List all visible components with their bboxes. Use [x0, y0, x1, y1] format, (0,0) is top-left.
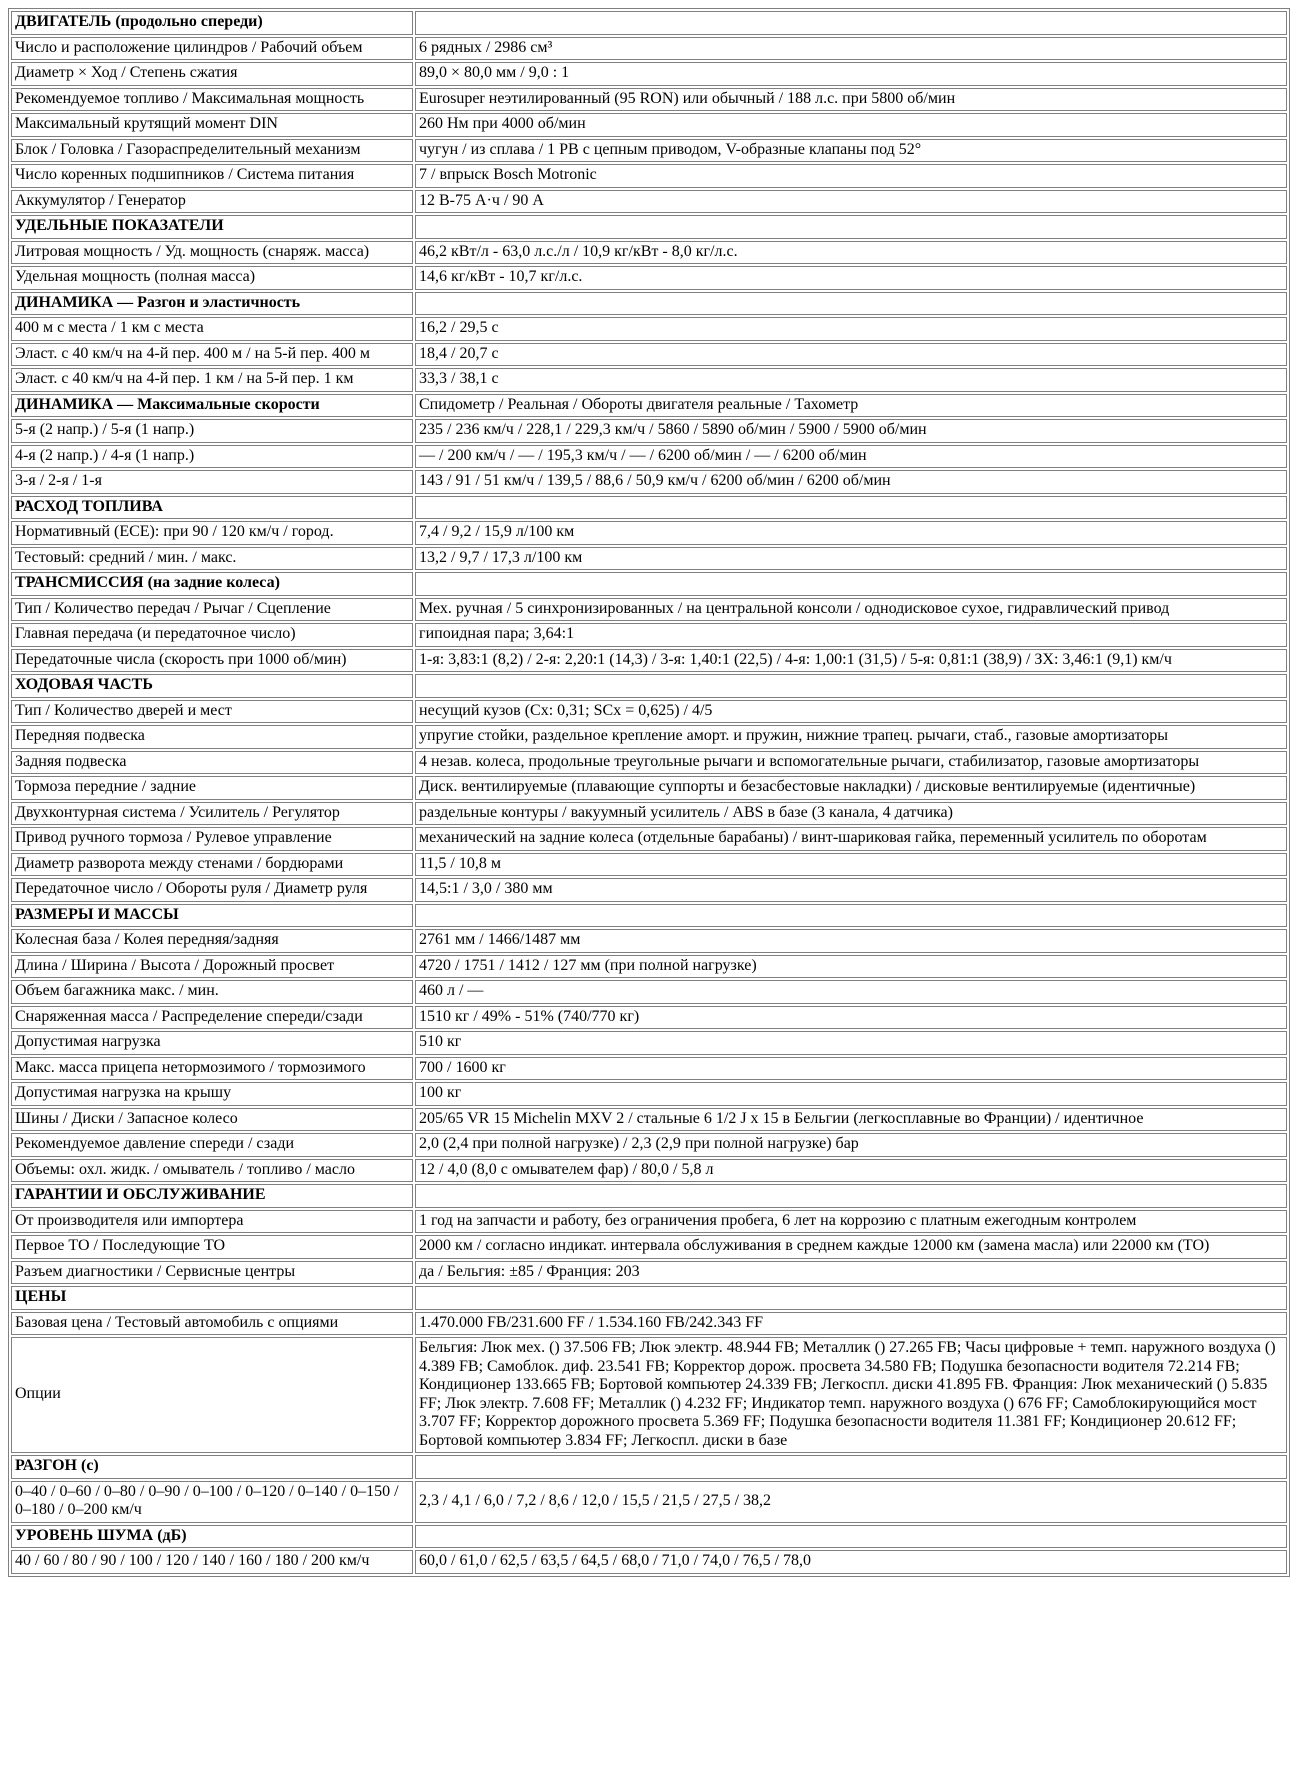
section-title: РАЗМЕРЫ И МАССЫ	[11, 904, 413, 928]
section-header-row	[11, 496, 1287, 520]
section-header-row	[11, 1184, 1287, 1208]
spec-label: 5-я (2 напр.) / 5-я (1 напр.)	[11, 419, 413, 443]
spec-value: 89,0 × 80,0 мм / 9,0 : 1	[415, 62, 1287, 86]
spec-value: Бельгия: Люк мех. () 37.506 FB; Люк электр. 48.944 FB; Металлик () 27.265 FB; Часы цифровые + темп. наружного воздуха () 4.389 FB; Самоблок. диф. 23.541 FB; Корректор дорож. просвета 34.580 FB; Подушка безопасности водителя 72.214 FB; Кондиционер 133.665 FB; Бортовой компьютер 24.339 FB; Легкоспл. диски 41.895 FB. Франция: Люк механический () 5.835 FF; Люк электр. 7.608 FF; Металлик () 4.232 FF; Индикатор темп. наружного воздуха () 676 FF; Самоблокирующийся мост 3.707 FF; Корректор дорожного просвета 5.369 FF; Подушка безопасности водителя 11.381 FF; Кондиционер 20.612 FF; Бортовой компьютер 3.834 FF; Легкоспл. диски в базе	[415, 1337, 1287, 1453]
spec-value: упругие стойки, раздельное крепление аморт. и пружин, нижние трапец. рычаги, стаб., газовые амортизаторы	[415, 725, 1287, 749]
section-title: ДИНАМИКА — Разгон и эластичность	[11, 292, 413, 316]
spec-label: 3-я / 2-я / 1-я	[11, 470, 413, 494]
table-row	[11, 1159, 1287, 1183]
section-header-row	[11, 1455, 1287, 1479]
spec-value: 235 / 236 км/ч / 228,1 / 229,3 км/ч / 5860 / 5890 об/мин / 5900 / 5900 об/мин	[415, 419, 1287, 443]
section-title: РАЗГОН (с)	[11, 1455, 413, 1479]
section-title: УРОВЕНЬ ШУМА (дБ)	[11, 1525, 413, 1549]
section-value	[415, 496, 1287, 520]
section-title: РАСХОД ТОПЛИВА	[11, 496, 413, 520]
spec-value: — / 200 км/ч / — / 195,3 км/ч / — / 6200 об/мин / — / 6200 об/мин	[415, 445, 1287, 469]
spec-label: Литровая мощность / Уд. мощность (снаряж. масса)	[11, 241, 413, 265]
spec-value: 4 незав. колеса, продольные треугольные рычаги и вспомогательные рычаги, стабилизатор, газовые амортизаторы	[415, 751, 1287, 775]
spec-label: 400 м с места / 1 км с места	[11, 317, 413, 341]
table-row	[11, 776, 1287, 800]
spec-label: Нормативный (ЕСЕ): при 90 / 120 км/ч / город.	[11, 521, 413, 545]
table-row	[11, 419, 1287, 443]
table-row	[11, 751, 1287, 775]
spec-label: 4-я (2 напр.) / 4-я (1 напр.)	[11, 445, 413, 469]
spec-value: 60,0 / 61,0 / 62,5 / 63,5 / 64,5 / 68,0 / 71,0 / 74,0 / 76,5 / 78,0	[415, 1550, 1287, 1574]
section-header-row	[11, 674, 1287, 698]
table-row	[11, 1210, 1287, 1234]
table-row	[11, 700, 1287, 724]
spec-label: Колесная база / Колея передняя/задняя	[11, 929, 413, 953]
table-row	[11, 1057, 1287, 1081]
table-row	[11, 1031, 1287, 1055]
spec-value: 11,5 / 10,8 м	[415, 853, 1287, 877]
table-row	[11, 368, 1287, 392]
spec-value: 700 / 1600 кг	[415, 1057, 1287, 1081]
spec-label: Диаметр разворота между стенами / бордюрами	[11, 853, 413, 877]
spec-label: Удельная мощность (полная масса)	[11, 266, 413, 290]
section-title: ДВИГАТЕЛЬ (продольно спереди)	[11, 11, 413, 35]
spec-value: 460 л / —	[415, 980, 1287, 1004]
spec-label: Рекомендуемое давление спереди / сзади	[11, 1133, 413, 1157]
spec-label: Опции	[11, 1337, 413, 1453]
spec-value: 1510 кг / 49% - 51% (740/770 кг)	[415, 1006, 1287, 1030]
spec-label: От производителя или импортера	[11, 1210, 413, 1234]
spec-label: Передаточное число / Обороты руля / Диаметр руля	[11, 878, 413, 902]
spec-label: Разъем диагностики / Сервисные центры	[11, 1261, 413, 1285]
spec-table	[8, 8, 1290, 1577]
spec-label: Длина / Ширина / Высота / Дорожный просвет	[11, 955, 413, 979]
spec-value: 2,0 (2,4 при полной нагрузке) / 2,3 (2,9 при полной нагрузке) бар	[415, 1133, 1287, 1157]
spec-value: 143 / 91 / 51 км/ч / 139,5 / 88,6 / 50,9 км/ч / 6200 об/мин / 6200 об/мин	[415, 470, 1287, 494]
spec-label: Аккумулятор / Генератор	[11, 190, 413, 214]
section-value	[415, 1184, 1287, 1208]
spec-label: Базовая цена / Тестовый автомобиль с опциями	[11, 1312, 413, 1336]
spec-label: Макс. масса прицепа нетормозимого / тормозимого	[11, 1057, 413, 1081]
spec-table-body	[11, 11, 1287, 1574]
table-row	[11, 878, 1287, 902]
spec-label: Главная передача (и передаточное число)	[11, 623, 413, 647]
table-row	[11, 623, 1287, 647]
section-value	[415, 1455, 1287, 1479]
section-value	[415, 292, 1287, 316]
section-title: ДИНАМИКА — Максимальные скорости	[11, 394, 413, 418]
table-row	[11, 88, 1287, 112]
spec-value: 205/65 VR 15 Michelin MXV 2 / стальные 6 1/2 J x 15 в Бельгии (легкосплавные во Франции) / идентичное	[415, 1108, 1287, 1132]
spec-label: Число коренных подшипников / Система питания	[11, 164, 413, 188]
table-row	[11, 1235, 1287, 1259]
section-value	[415, 904, 1287, 928]
table-row	[11, 164, 1287, 188]
spec-label: Допустимая нагрузка на крышу	[11, 1082, 413, 1106]
spec-label: Эласт. с 40 км/ч на 4-й пер. 400 м / на 5-й пер. 400 м	[11, 343, 413, 367]
spec-value: Eurosuper неэтилированный (95 RON) или обычный / 188 л.с. при 5800 об/мин	[415, 88, 1287, 112]
section-value: Спидометр / Реальная / Обороты двигателя реальные / Тахометр	[415, 394, 1287, 418]
spec-value: 12 В-75 А·ч / 90 А	[415, 190, 1287, 214]
spec-value: 14,6 кг/кВт - 10,7 кг/л.с.	[415, 266, 1287, 290]
table-row	[11, 802, 1287, 826]
spec-label: Рекомендуемое топливо / Максимальная мощность	[11, 88, 413, 112]
spec-label: Максимальный крутящий момент DIN	[11, 113, 413, 137]
spec-label: Объем багажника макс. / мин.	[11, 980, 413, 1004]
spec-value: 7 / впрыск Bosch Motronic	[415, 164, 1287, 188]
spec-value: 6 рядных / 2986 см³	[415, 37, 1287, 61]
section-title: ГАРАНТИИ И ОБСЛУЖИВАНИЕ	[11, 1184, 413, 1208]
section-value	[415, 572, 1287, 596]
spec-value: 1.470.000 FB/231.600 FF / 1.534.160 FB/242.343 FF	[415, 1312, 1287, 1336]
spec-label: 0–40 / 0–60 / 0–80 / 0–90 / 0–100 / 0–120 / 0–140 / 0–150 / 0–180 / 0–200 км/ч	[11, 1481, 413, 1523]
table-row	[11, 1550, 1287, 1574]
spec-label: Эласт. с 40 км/ч на 4-й пер. 1 км / на 5-й пер. 1 км	[11, 368, 413, 392]
spec-value: 33,3 / 38,1 с	[415, 368, 1287, 392]
spec-value: 4720 / 1751 / 1412 / 127 мм (при полной нагрузке)	[415, 955, 1287, 979]
spec-value: 2000 км / согласно индикат. интервала обслуживания в среднем каждые 12000 км (замена масла) или 22000 км (ТО)	[415, 1235, 1287, 1259]
table-row	[11, 1108, 1287, 1132]
table-row	[11, 317, 1287, 341]
section-header-row	[11, 292, 1287, 316]
spec-value: 46,2 кВт/л - 63,0 л.с./л / 10,9 кг/кВт - 8,0 кг/л.с.	[415, 241, 1287, 265]
spec-value: Мех. ручная / 5 синхронизированных / на центральной консоли / однодисковое сухое, гидравлический привод	[415, 598, 1287, 622]
table-row	[11, 1337, 1287, 1453]
spec-value: 7,4 / 9,2 / 15,9 л/100 км	[415, 521, 1287, 545]
table-row	[11, 139, 1287, 163]
spec-value: Диск. вентилируемые (плавающие суппорты и безасбестовые накладки) / дисковые вентилируемые (идентичные)	[415, 776, 1287, 800]
spec-label: Тестовый: средний / мин. / макс.	[11, 547, 413, 571]
spec-label: Привод ручного тормоза / Рулевое управление	[11, 827, 413, 851]
section-value	[415, 215, 1287, 239]
section-header-row	[11, 394, 1287, 418]
spec-value: 260 Нм при 4000 об/мин	[415, 113, 1287, 137]
table-row	[11, 929, 1287, 953]
spec-label: Передняя подвеска	[11, 725, 413, 749]
table-row	[11, 1082, 1287, 1106]
table-row	[11, 649, 1287, 673]
spec-label: Шины / Диски / Запасное колесо	[11, 1108, 413, 1132]
spec-label: Число и расположение цилиндров / Рабочий объем	[11, 37, 413, 61]
table-row	[11, 190, 1287, 214]
spec-label: Передаточные числа (скорость при 1000 об/мин)	[11, 649, 413, 673]
section-title: УДЕЛЬНЫЕ ПОКАЗАТЕЛИ	[11, 215, 413, 239]
section-header-row	[11, 1525, 1287, 1549]
spec-value: раздельные контуры / вакуумный усилитель / ABS в базе (3 канала, 4 датчика)	[415, 802, 1287, 826]
table-row	[11, 470, 1287, 494]
spec-value: 14,5:1 / 3,0 / 380 мм	[415, 878, 1287, 902]
table-row	[11, 1261, 1287, 1285]
spec-label: Диаметр × Ход / Степень сжатия	[11, 62, 413, 86]
spec-value: 16,2 / 29,5 с	[415, 317, 1287, 341]
table-row	[11, 62, 1287, 86]
table-row	[11, 241, 1287, 265]
spec-label: Снаряженная масса / Распределение спереди/сзади	[11, 1006, 413, 1030]
table-row	[11, 853, 1287, 877]
spec-value: 510 кг	[415, 1031, 1287, 1055]
table-row	[11, 598, 1287, 622]
section-header-row	[11, 11, 1287, 35]
section-header-row	[11, 1286, 1287, 1310]
section-value	[415, 11, 1287, 35]
section-header-row	[11, 904, 1287, 928]
spec-label: Допустимая нагрузка	[11, 1031, 413, 1055]
spec-label: Тормоза передние / задние	[11, 776, 413, 800]
spec-value: 100 кг	[415, 1082, 1287, 1106]
section-value	[415, 1286, 1287, 1310]
table-row	[11, 1133, 1287, 1157]
spec-label: Задняя подвеска	[11, 751, 413, 775]
spec-label: Двухконтурная система / Усилитель / Регулятор	[11, 802, 413, 826]
spec-label: Тип / Количество передач / Рычаг / Сцепление	[11, 598, 413, 622]
table-row	[11, 521, 1287, 545]
table-row	[11, 1006, 1287, 1030]
table-row	[11, 955, 1287, 979]
table-row	[11, 113, 1287, 137]
spec-label: Объемы: охл. жидк. / омыватель / топливо / масло	[11, 1159, 413, 1183]
spec-value: 1 год на запчасти и работу, без ограничения пробега, 6 лет на коррозию с платным ежегодным контролем	[415, 1210, 1287, 1234]
spec-value: чугун / из сплава / 1 РВ с цепным приводом, V-образные клапаны под 52°	[415, 139, 1287, 163]
table-row	[11, 547, 1287, 571]
spec-label: Первое ТО / Последующие ТО	[11, 1235, 413, 1259]
section-value	[415, 1525, 1287, 1549]
section-value	[415, 674, 1287, 698]
spec-value: гипоидная пара; 3,64:1	[415, 623, 1287, 647]
table-row	[11, 445, 1287, 469]
section-title: ТРАНСМИССИЯ (на задние колеса)	[11, 572, 413, 596]
table-row	[11, 266, 1287, 290]
table-row	[11, 343, 1287, 367]
table-row	[11, 1481, 1287, 1523]
table-row	[11, 725, 1287, 749]
spec-value: да / Бельгия: ±85 / Франция: 203	[415, 1261, 1287, 1285]
spec-value: 1-я: 3,83:1 (8,2) / 2-я: 2,20:1 (14,3) / 3-я: 1,40:1 (22,5) / 4-я: 1,00:1 (31,5) / 5-я: 0,81:1 (38,9) / ЗХ: 3,46:1 (9,1) км/ч	[415, 649, 1287, 673]
spec-label: Тип / Количество дверей и мест	[11, 700, 413, 724]
spec-value: механический на задние колеса (отдельные барабаны) / винт-шариковая гайка, переменный усилитель по оборотам	[415, 827, 1287, 851]
table-row	[11, 1312, 1287, 1336]
table-row	[11, 37, 1287, 61]
spec-value: 12 / 4,0 (8,0 с омывателем фар) / 80,0 / 5,8 л	[415, 1159, 1287, 1183]
spec-value: 2761 мм / 1466/1487 мм	[415, 929, 1287, 953]
spec-value: 18,4 / 20,7 с	[415, 343, 1287, 367]
spec-value: 13,2 / 9,7 / 17,3 л/100 км	[415, 547, 1287, 571]
table-row	[11, 827, 1287, 851]
spec-label: 40 / 60 / 80 / 90 / 100 / 120 / 140 / 160 / 180 / 200 км/ч	[11, 1550, 413, 1574]
spec-label: Блок / Головка / Газораспределительный механизм	[11, 139, 413, 163]
spec-value: несущий кузов (Cx: 0,31; SCx = 0,625) / 4/5	[415, 700, 1287, 724]
section-title: ЦЕНЫ	[11, 1286, 413, 1310]
section-header-row	[11, 215, 1287, 239]
section-header-row	[11, 572, 1287, 596]
section-title: ХОДОВАЯ ЧАСТЬ	[11, 674, 413, 698]
spec-value: 2,3 / 4,1 / 6,0 / 7,2 / 8,6 / 12,0 / 15,5 / 21,5 / 27,5 / 38,2	[415, 1481, 1287, 1523]
table-row	[11, 980, 1287, 1004]
